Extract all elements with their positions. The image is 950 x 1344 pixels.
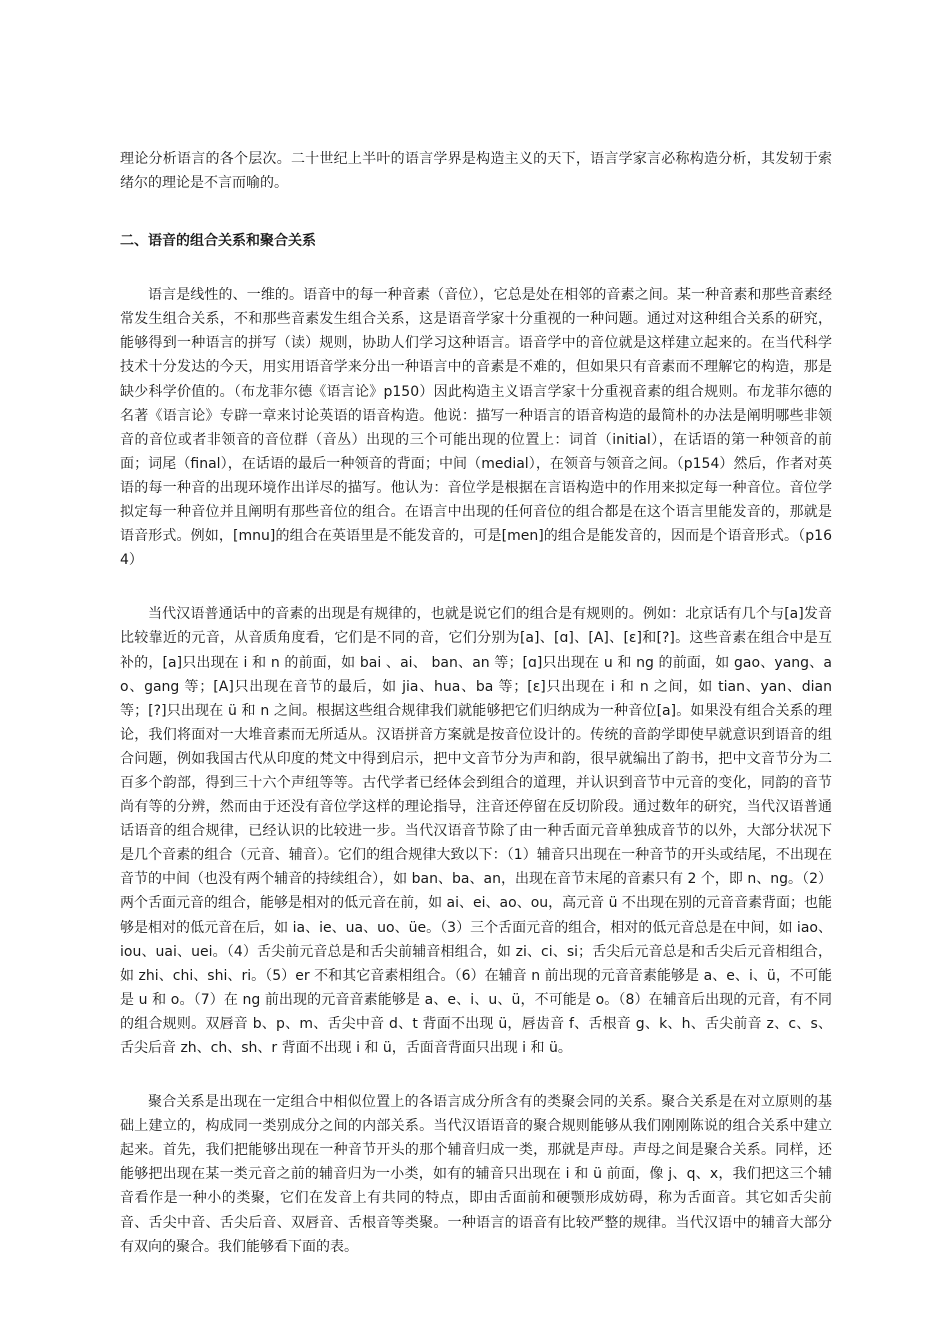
intro-paragraph: 理论分析语言的各个层次。二十世纪上半叶的语言学界是构造主义的天下，语言学家言必称构造分析，其发轫于索绪尔的理论是不言而喻的。 — [120, 151, 832, 192]
section-heading: 二、语音的组合关系和聚合关系 — [120, 233, 316, 250]
paragraph-syntagmatic-intro: 语言是线性的、一维的。语音中的每一种音素（音位），它总是处在相邻的音素之间。某一种音素和那些音素经常发生组合关系，不和那些音素发生组合关系，这是语音学家十分重视的一种问题。通过对这种组合关系的研究，能够得到一种语言的拼写（读）规则，协助人们学习这种语言。语音学中的音位就是这样建立起来的。在当代科学技术十分发达的今天，用实用语音学来分出一种语言中的音素是不难的，但如果只有音素而不理解它的构造，那是缺少科学价值的。（布龙菲尔德《语言论》p150）因此构造主义语言学家十分重视音素的组合规则。布龙菲尔德的名著《语言论》专辟一章来讨论英语的语音构造。他说：描写一种语言的语音构造的最简朴的办法是阐明哪些非领音的音位或者非领音的音位群（音丛）出现的三个可能出现的位置上：词首（initial），在话语的第一种领音的前面；词尾（final），在话语的最后一种领音的背面；中间（medial），在领音与领音之间。（p154）然后，作者对英语的每一种音的出现环境作出详尽的描写。他认为：音位学是根据在言语构造中的作用来拟定每一种音位。音位学拟定每一种音位并且阐明有那些音位的组合。在语言中出现的任何音位的组合都是在这个语言里能发音的，那就是语音形式。例如，[mnu]的组合在英语里是不能发音的，可是[men]的组合是能发音的，因而是个语音形式。（p164） — [120, 287, 832, 569]
paragraph-mandarin-combination-rules: 当代汉语普通话中的音素的出现是有规律的，也就是说它们的组合是有规则的。例如：北京话有几个与[a]发音比较靠近的元音，从音质角度看，它们是不同的音，它们分别为[a]、[ɑ]、[A]、[ε]和[?]。这些音素在组合中是互补的，[a]只出现在 i 和 n 的前面，如 bai 、ai、 ban、an 等；[ɑ]只出现在 u 和 ng 的前面，如 gao、yang、ao、gang 等；[A]只出现在音节的最后，如 jia、hua、ba 等；[ε]只出现在 i 和 n 之间，如 tian、yan、dian 等；[?]只出现在 ü 和 n 之间。根据这些组合规律我们就能够把它们归纳成为一种音位[a]。如果没有组合关系的理论，我们将面对一大堆音素而无所适从。汉语拼音方案就是按音位设计的。传统的音韵学即使早就意识到语音的组合问题，例如我国古代从印度的梵文中得到启示，把中文音节分为声和韵，很早就编出了韵书，把中文音节分为二百多个韵部，得到三十六个声纽等等。古代学者已经体会到组合的道理，并认识到音节中元音的变化，同韵的音节尚有等的分辨，然而由于还没有音位学这样的理论指导，注音还停留在反切阶段。通过数年的研究，当代汉语普通话语音的组合规律，已经认识的比较进一步。当代汉语音节除了由一种舌面元音单独成音节的以外，大部分状况下是几个音素的组合（元音、辅音）。它们的组合规律大致以下：（1）辅音只出现在一种音节的开头或结尾，不出现在音节的中间（也没有两个辅音的持续组合），如 ban、ba、an，出现在音节末尾的音素只有 2 个，即 n、ng。（2）两个舌面元音的组合，能够是相对的低元音在前，如 ai、ei、ao、ou，高元音 ü 不出现在别的元音音素背面；也能够是相对的低元音在后，如 ia、ie、ua、uo、üe。（3）三个舌面元音的组合，相对的低元音总是在中间，如 iao、iou、uai、uei。（4）舌尖前元音总是和舌尖前辅音相组合，如 zi、ci、si；舌尖后元音总是和舌尖后元音相组合，如 zhi、chi、shi、ri。（5）er 不和其它音素相组合。（6）在辅音 n 前出现的元音音素能够是 a、e、i、ü，不可能是 u 和 o。（7）在 ng 前出现的元音音素能够是 a、e、i、u、ü，不可能是 o。（8）在辅音后出现的元音，有不同的组合规则。双唇音 b、p、m、舌尖中音 d、t 背面不出现 ü，唇齿音 f、舌根音 g、k、h、舌尖前音 z、c、s、舌尖后音 zh、ch、sh、r 背面不出现 i 和 ü，舌面音背面只出现 i 和 ü。 — [120, 606, 832, 1056]
paragraph-paradigmatic-relations: 聚合关系是出现在一定组合中相似位置上的各语言成分所含有的类聚会同的关系。聚合关系是在对立原则的基础上建立的，构成同一类别成分之间的内部关系。当代汉语语音的聚合规则能够从我们刚刚陈说的组合关系中建立起来。首先，我们把能够出现在一种音节开头的那个辅音归成一类，那就是声母。声母之间是聚合关系。同样，还能够把出现在某一类元音之前的辅音归为一小类，如有的辅音只出现在 i 和 ü 前面，像 j、q、x，我们把这三个辅音看作是一种小的类聚，它们在发音上有共同的特点，即由舌面前和硬颚形成妨碍，称为舌面音。其它如舌尖前音、舌尖中音、舌尖后音、双唇音、舌根音等类聚。一种语言的语音有比较严整的规律。当代汉语中的辅音大部分有双向的聚合。我们能够看下面的表。 — [120, 1094, 832, 1255]
document-page — [120, 147, 832, 1259]
